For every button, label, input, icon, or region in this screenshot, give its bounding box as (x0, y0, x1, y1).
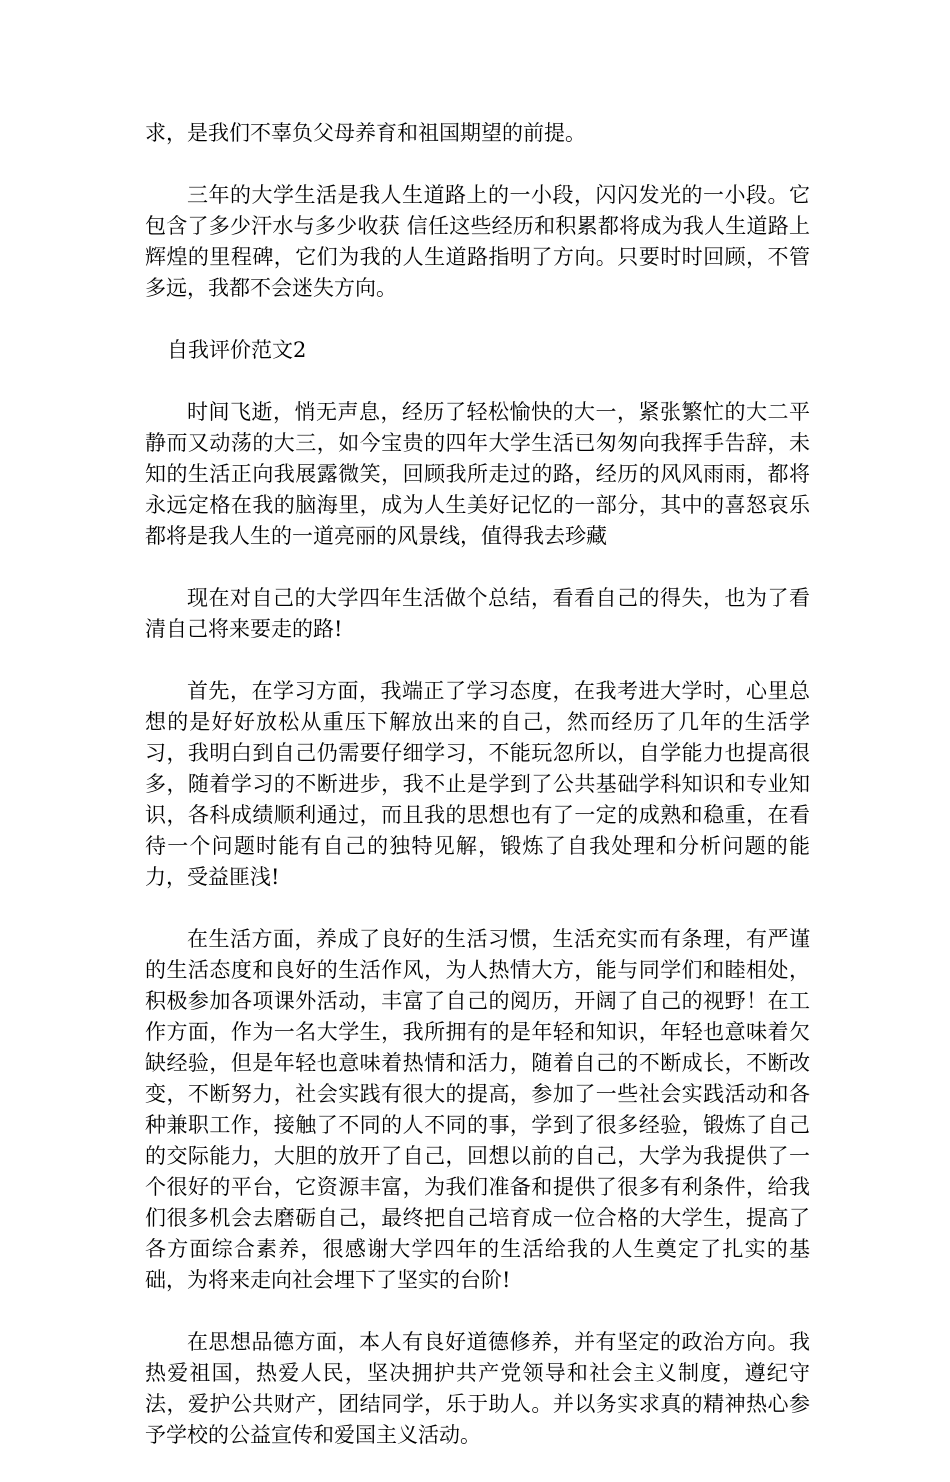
paragraph-college-summary: 三年的大学生活是我人生道路上的一小段，闪闪发光的一小段。它包含了多少汗水与多少收获 信任这些经历和积累都将成为我人生道路上辉煌的里程碑，它们为我的人生道路指明了方向。只要时时回顾，不管多远，我都不会迷失方向。 (145, 183, 810, 300)
paragraph-morality: 在思想品德方面，本人有良好道德修养，并有坚定的政治方向。我热爱祖国，热爱人民，坚决拥护共产党领导和社会主义制度，遵纪守法，爱护公共财产，团结同学，乐于助人。并以务实求真的精神热心参予学校的公益宣传和爱国主义活动。 (145, 1330, 810, 1447)
paragraph-life-work: 在生活方面，养成了良好的生活习惯，生活充实而有条理，有严谨的生活态度和良好的生活作风，为人热情大方，能与同学们和睦相处，积极参加各项课外活动，丰富了自己的阅历，开阔了自己的视野！在工作方面，作为一名大学生，我所拥有的是年轻和知识，年轻也意味着欠缺经验，但是年轻也意味着热情和活力，随着自己的不断成长，不断改变，不断努力，社会实践有很大的提高，参加了一些社会实践活动和各种兼职工作，接触了不同的人不同的事，学到了很多经验，锻炼了自己的交际能力，大胆的放开了自己，回想以前的自己，大学为我提供了一个很好的平台，它资源丰富，为我们准备和提供了很多有利条件，给我们很多机会去磨砺自己，最终把自己培育成一位合格的大学生，提高了各方面综合素养，很感谢大学四年的生活给我的人生奠定了扎实的基础，为将来走向社会埋下了坚实的台阶! (145, 927, 810, 1292)
section-heading: 自我评价范文2 (167, 338, 307, 362)
paragraph-continuation: 求，是我们不辜负父母养育和祖国期望的前提。 (145, 121, 586, 145)
paragraph-study: 首先，在学习方面，我端正了学习态度，在我考进大学时，心里总想的是好好放松从重压下解放出来的自己，然而经历了几年的生活学习，我明白到自己仍需要仔细学习，不能玩忽所以，自学能力也提高很多，随着学习的不断进步，我不止是学到了公共基础学科知识和专业知识，各科成绩顺利通过，而且我的思想也有了一定的成熟和稳重，在看待一个问题时能有自己的独特见解，锻炼了自我处理和分析问题的能力，受益匪浅! (145, 679, 810, 889)
paragraph-intro: 时间飞逝，悄无声息，经历了轻松愉快的大一，紧张繁忙的大二平静而又动荡的大三，如今宝贵的四年大学生活已匆匆向我挥手告辞，未知的生活正向我展露微笑，回顾我所走过的路，经历的风风雨雨，都将永远定格在我的脑海里，成为人生美好记忆的一部分，其中的喜怒哀乐都将是我人生的一道亮丽的风景线，值得我去珍藏 (145, 400, 810, 548)
document-page (145, 118, 810, 1482)
paragraph-purpose: 现在对自己的大学四年生活做个总结，看看自己的得失，也为了看清自己将来要走的路! (145, 586, 810, 641)
